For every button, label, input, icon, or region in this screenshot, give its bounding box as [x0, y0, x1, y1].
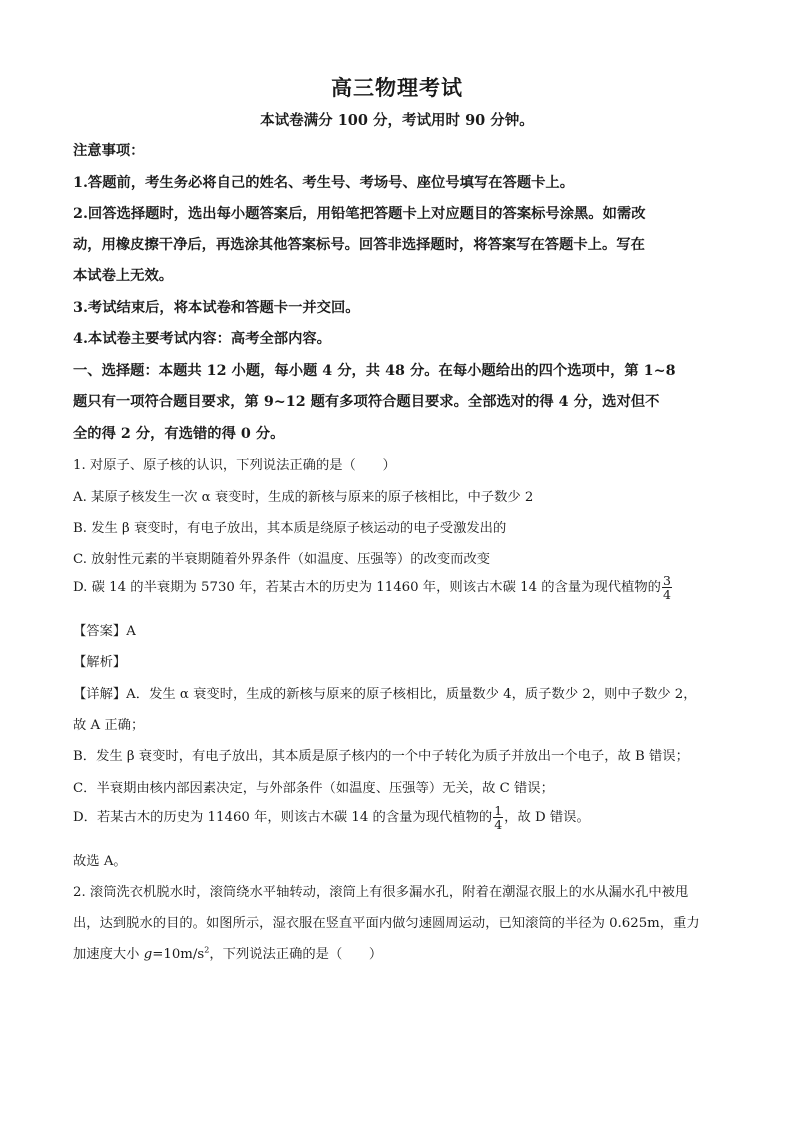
exam-subtitle: 本试卷满分 100 分，考试用时 90 分钟。	[260, 112, 534, 129]
q2-line1: 2. 滚筒洗衣机脱水时，滚筒绕水平轴转动，滚筒上有很多漏水孔，附着在潮湿衣服上的水从漏水孔中被甩	[73, 885, 689, 900]
q2-gravity-value: =10m/s	[152, 947, 205, 962]
note-item-1: 1.答题前，考生务必将自己的姓名、考生号、考场号、座位号填写在答题卡上。	[73, 175, 575, 191]
note-item-3: 3.考试结束后，将本试卷和答题卡一并交回。	[73, 300, 360, 316]
note-item-2-line1: 2.回答选择题时，选出每小题答案后，用铅笔把答题卡上对应题目的答案标号涂黑。如需改	[73, 206, 646, 222]
fraction-denominator: 4	[494, 817, 503, 832]
q2-line3	[73, 943, 719, 962]
exam-title: 高三物理考试	[331, 75, 463, 100]
answer-tag: 【答案】	[73, 624, 127, 639]
q1-detail-line2: 故 A 正确；	[73, 718, 145, 733]
q1-option-d	[73, 574, 719, 601]
answer-value: A	[126, 624, 136, 639]
q2-line3-prefix: 加速度大小	[73, 947, 144, 962]
q2-gravity-exponent: 2	[204, 945, 210, 955]
fraction-numerator: 1	[494, 803, 503, 818]
fraction-numerator: 3	[662, 573, 671, 588]
q1-choose: 故选 A。	[73, 854, 127, 869]
q1-detail-d-fraction	[493, 804, 503, 831]
q2-gravity-symbol: g	[143, 947, 153, 962]
q1-detail-line1: 【详解】A．发生 α 衰变时，生成的新核与原来的原子核相比，质量数少 4，质子数少 2，则中子数少 2，	[73, 687, 697, 702]
q1-detail-d-tail: ，故 D 错误。	[504, 810, 590, 825]
q1-detail-d-text: D．若某古木的历史为 11460 年，则该古木碳 14 的含量为现代植物的	[73, 810, 493, 825]
fraction-denominator: 4	[662, 587, 671, 602]
note-item-2-line3: 本试卷上无效。	[73, 268, 174, 284]
q1-detail-b: B．发生 β 衰变时，有电子放出，其本质是原子核内的一个中子转化为质子并放出一个电子，故 B 错误；	[73, 749, 689, 764]
notes-heading: 注意事项：	[73, 143, 145, 159]
q1-answer	[73, 620, 719, 639]
q1-option-c: C. 放射性元素的半衰期随着外界条件（如温度、压强等）的改变而改变	[73, 552, 491, 567]
section1-instructions-line2: 题只有一项符合题目要求，第 9~12 题有多项符合题目要求。全部选对的得 4 分，选对但不	[73, 394, 660, 410]
note-item-4: 4.本试卷主要考试内容：高考全部内容。	[73, 331, 331, 347]
q1-option-d-fraction	[662, 574, 672, 601]
q1-option-d-text: D. 碳 14 的半衰期为 5730 年，若某古木的历史为 11460 年，则该古木碳 14 的含量为现代植物的	[73, 580, 661, 595]
q2-line3-suffix: ，下列说法正确的是（ ）	[209, 947, 383, 962]
q1-detail-c: C．半衰期由核内部因素决定，与外部条件（如温度、压强等）无关，故 C 错误；	[73, 781, 554, 796]
q1-detail-d	[73, 804, 719, 831]
note-item-2-line2: 动，用橡皮擦干净后，再选涂其他答案标号。回答非选择题时，将答案写在答题卡上。写在	[73, 237, 645, 253]
section1-instructions-line1: 一、选择题：本题共 12 小题，每小题 4 分，共 48 分。在每小题给出的四个选项中，第 1~8	[73, 363, 676, 379]
section1-instructions-line3: 全的得 2 分，有选错的得 0 分。	[73, 426, 285, 442]
q1-stem: 1. 对原子、原子核的认识，下列说法正确的是（ ）	[73, 458, 396, 473]
q1-option-a: A. 某原子核发生一次 α 衰变时，生成的新核与原来的原子核相比，中子数少 2	[73, 490, 534, 505]
q1-analysis-tag: 【解析】	[73, 655, 127, 670]
q1-option-b: B. 发生 β 衰变时，有电子放出，其本质是绕原子核运动的电子受激发出的	[73, 521, 507, 536]
q2-line2: 出，达到脱水的目的。如图所示，湿衣服在竖直平面内做匀速圆周运动，已知滚筒的半径为 0.625m，重力	[73, 916, 700, 931]
